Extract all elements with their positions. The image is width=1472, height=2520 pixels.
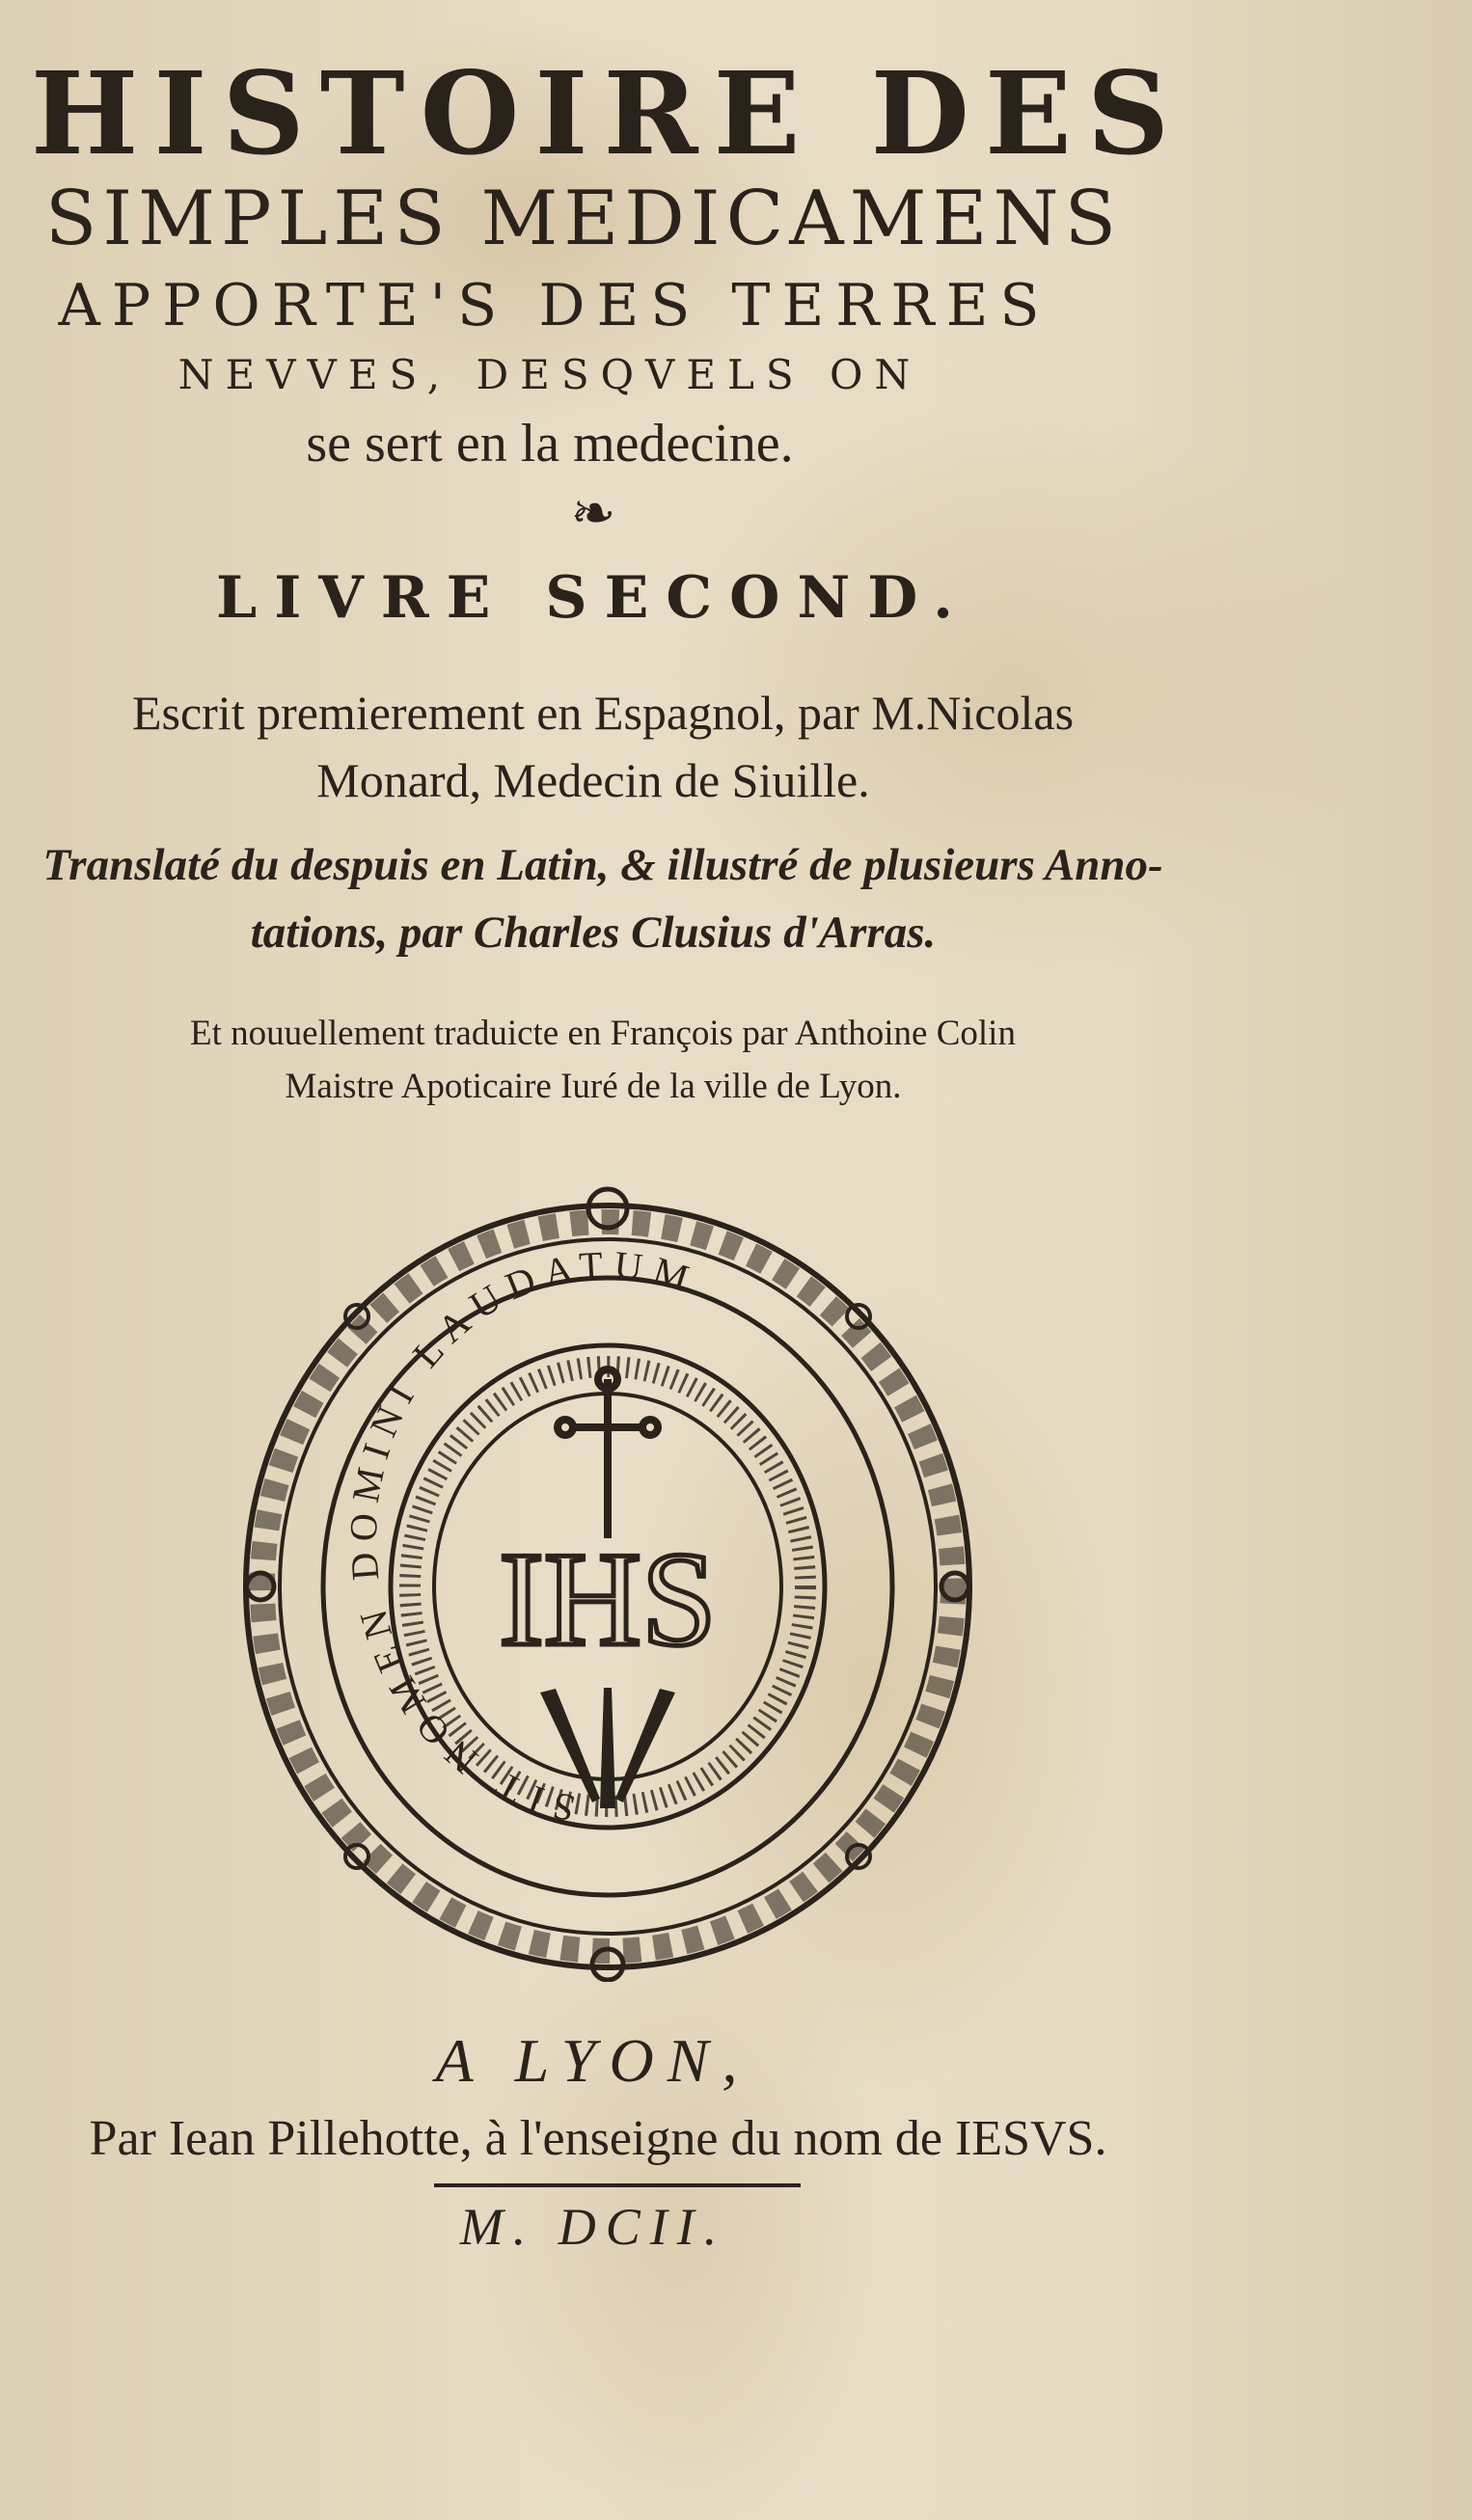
printer-motto: SIT NOMEN DOMINI LAUDATUM bbox=[341, 1242, 703, 1831]
french-translation-line-2: Maistre Apoticaire Iuré de la ville de Lyon. bbox=[285, 1067, 902, 1106]
ihs-monogram: IHS bbox=[499, 1525, 717, 1674]
latin-translation-line-1: Translaté du despuis en Latin, & illustré de plusieurs Anno- bbox=[42, 840, 1163, 890]
title-line-5: se sert en la medecine. bbox=[306, 414, 794, 474]
printer-device-ihs-emblem bbox=[222, 1181, 994, 1982]
author-line-1: Escrit premierement en Espagnol, par M.Nicolas bbox=[131, 686, 1075, 740]
imprint-city: A LYON, bbox=[435, 2026, 751, 2095]
imprint-year: M. DCII. bbox=[459, 2198, 727, 2256]
french-translation-line-1: Et nouuellement traduicte en François par Anthoine Colin bbox=[190, 1014, 1016, 1053]
book-number: LIVRE SECOND. bbox=[216, 564, 970, 632]
imprint-rule bbox=[434, 2183, 801, 2187]
fleuron-ornament-icon: ❧ bbox=[570, 482, 616, 545]
cross-icon bbox=[558, 1369, 658, 1538]
title-line-4: NEVVES, DESQVELS ON bbox=[177, 351, 922, 398]
imprint-printer: Par Iean Pillehotte, à l'enseigne du nom de IESVS. bbox=[89, 2111, 1107, 2166]
title-line-3: APPORTE'S DES TERRES bbox=[58, 272, 1051, 339]
title-line-2: SIMPLES MEDICAMENS bbox=[44, 176, 1123, 262]
latin-translation-line-2: tations, par Charles Clusius d'Arras. bbox=[250, 908, 937, 958]
author-line-2: Monard, Medecin de Siuille. bbox=[316, 753, 870, 807]
title-line-1: HISTOIRE DES bbox=[30, 46, 1186, 180]
